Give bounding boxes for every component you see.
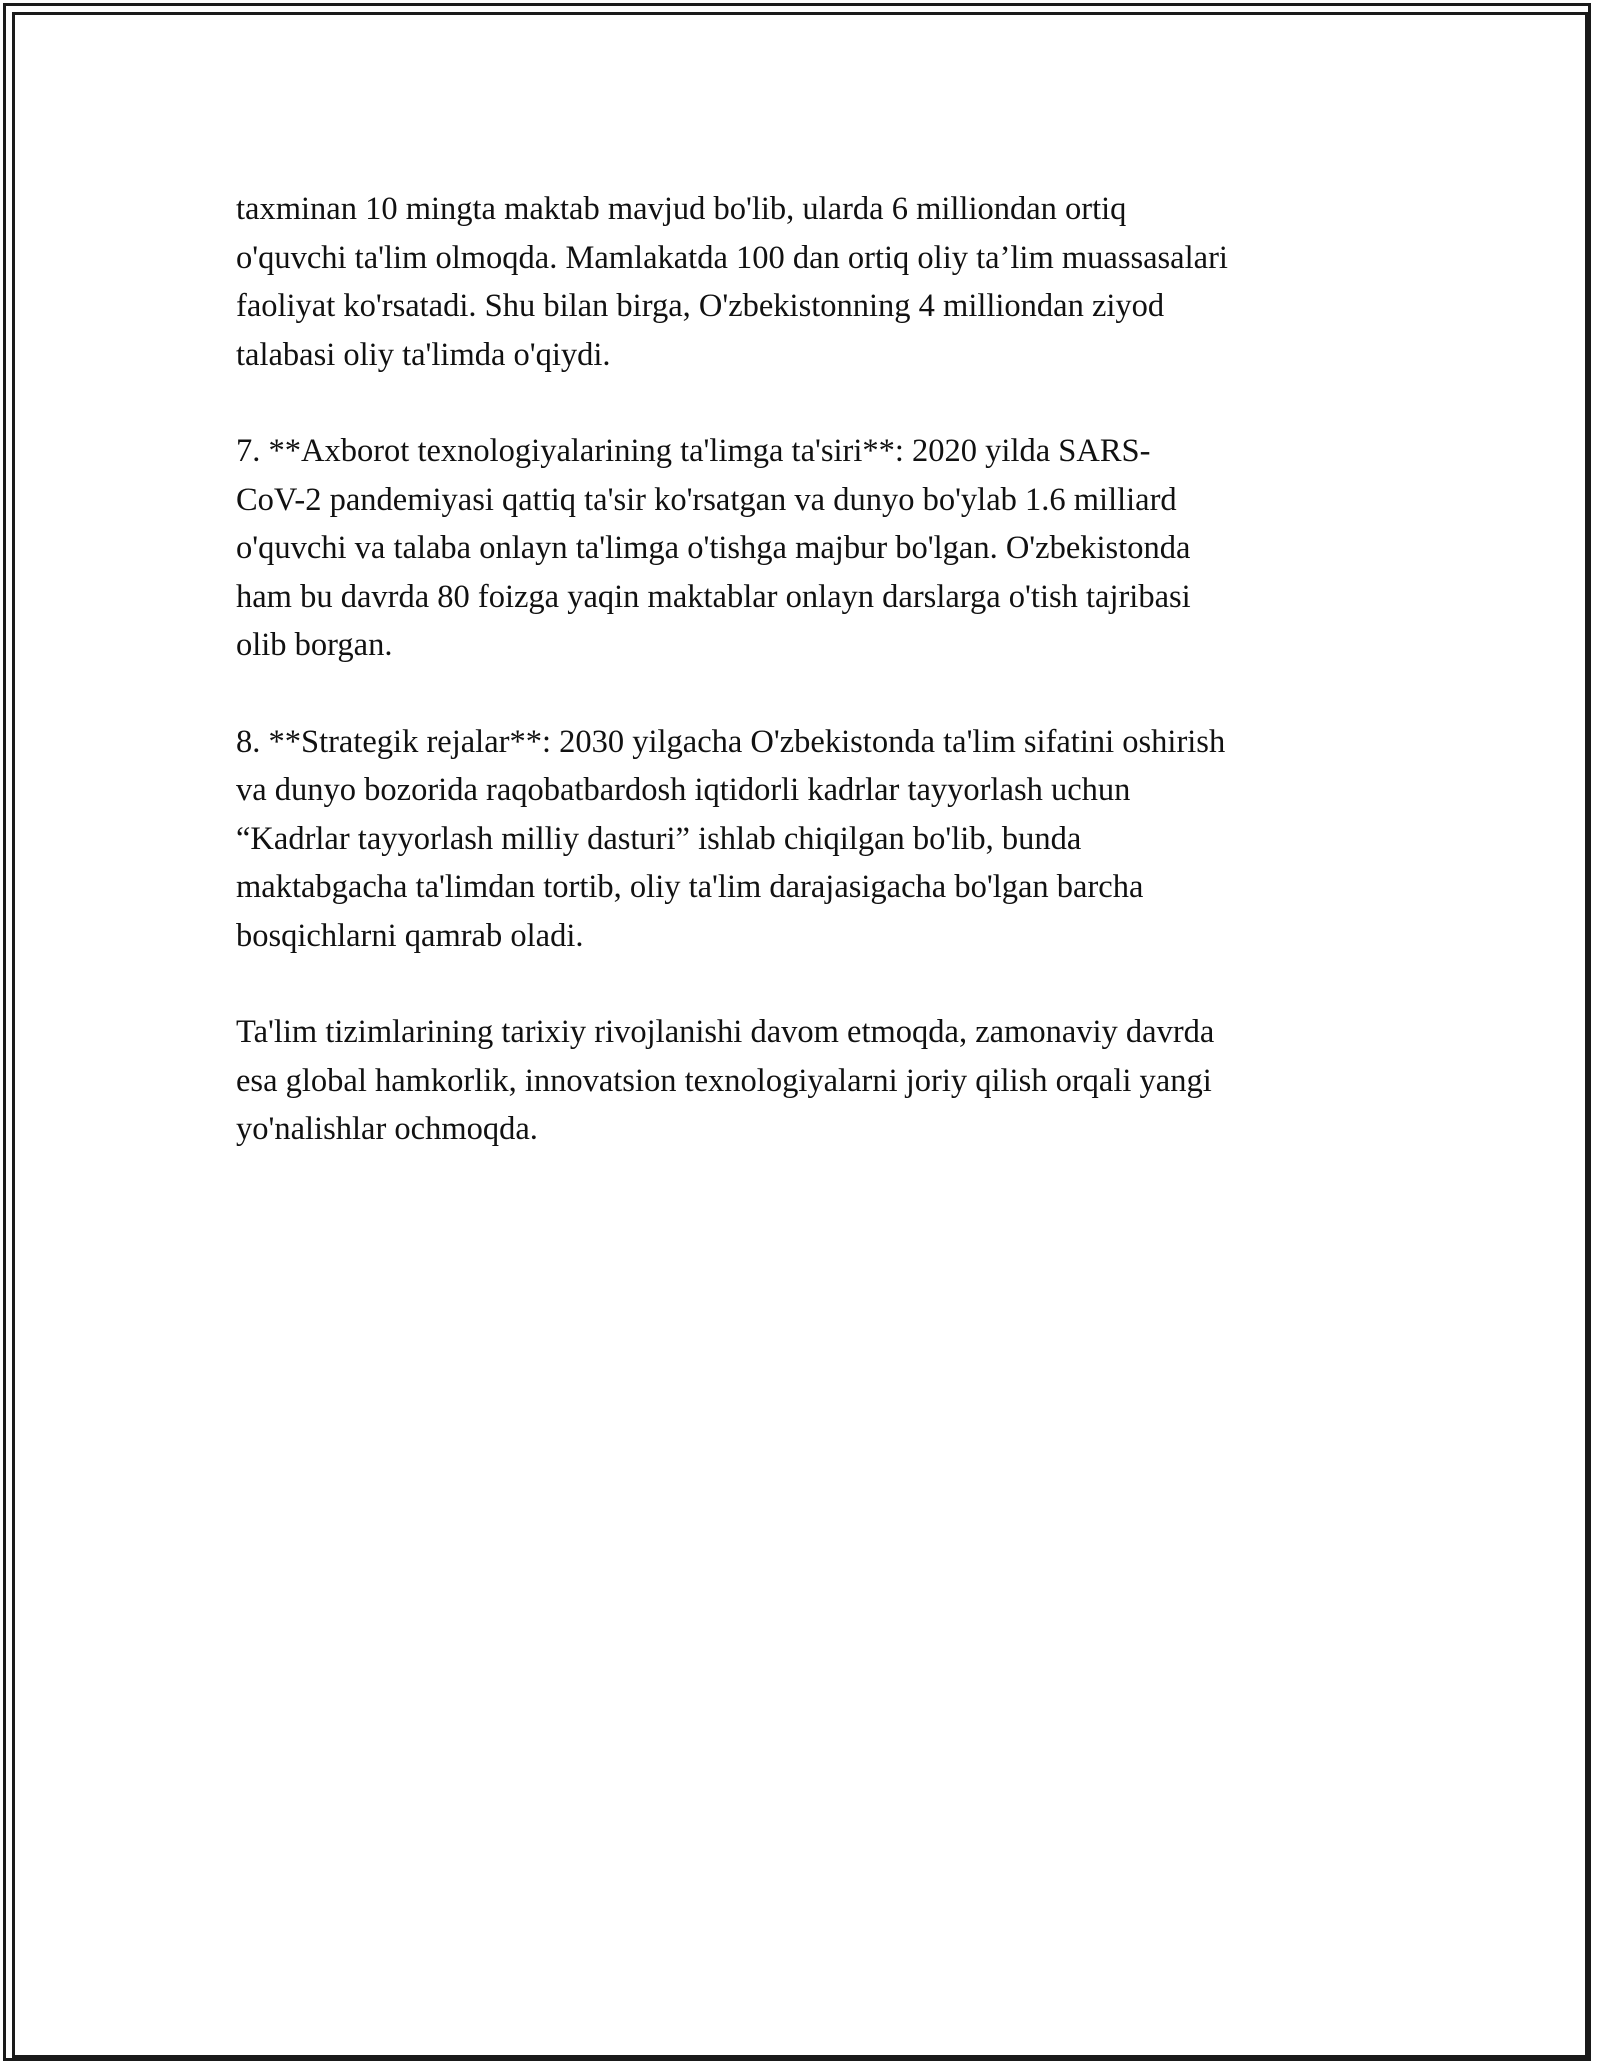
paragraph-it-impact: 7. **Axborot texnologiyalarining ta'limga ta'siri**: 2020 yilda SARS- CoV-2 pandemiyasi qattiq ta'sir ko'rsatgan va dunyo bo'ylab 1.6 milliard o'quvchi va talaba onlayn ta'limga o'tishga majbur bo'lgan. O'zbekistonda ham bu davrda 80 foizga yaqin maktablar onlayn darslarga o'tish tajribasi olib borgan. — [236, 433, 1191, 663]
document-body — [236, 185, 1356, 1202]
paragraph-strategic-plans: 8. **Strategik rejalar**: 2030 yilgacha O'zbekistonda ta'lim sifatini oshirish va dunyo bozorida raqobatbardosh iqtidorli kadrlar tayyorlash uchun “Kadrlar tayyorlash milliy dasturi” ishlab chiqilgan bo'lib, bunda maktabgacha ta'limdan tortib, oliy ta'lim darajasigacha bo'lgan barcha bosqichlarni qamrab oladi. — [236, 723, 1226, 954]
paragraph-school-statistics: taxminan 10 mingta maktab mavjud bo'lib, ularda 6 milliondan ortiq o'quvchi ta'lim olmoqda. Mamlakatda 100 dan ortiq oliy ta’lim muassasalari faoliyat ko'rsatadi. Shu bilan birga, O'zbekistonning 4 milliondan ziyod talabasi oliy ta'limda o'qiydi. — [236, 191, 1228, 373]
paragraph-conclusion: Ta'lim tizimlarining tarixiy rivojlanishi davom etmoqda, zamonaviy davrda esa global hamkorlik, innovatsion texnologiyalarni joriy qilish orqali yangi yo'nalishlar ochmoqda. — [236, 1014, 1215, 1147]
